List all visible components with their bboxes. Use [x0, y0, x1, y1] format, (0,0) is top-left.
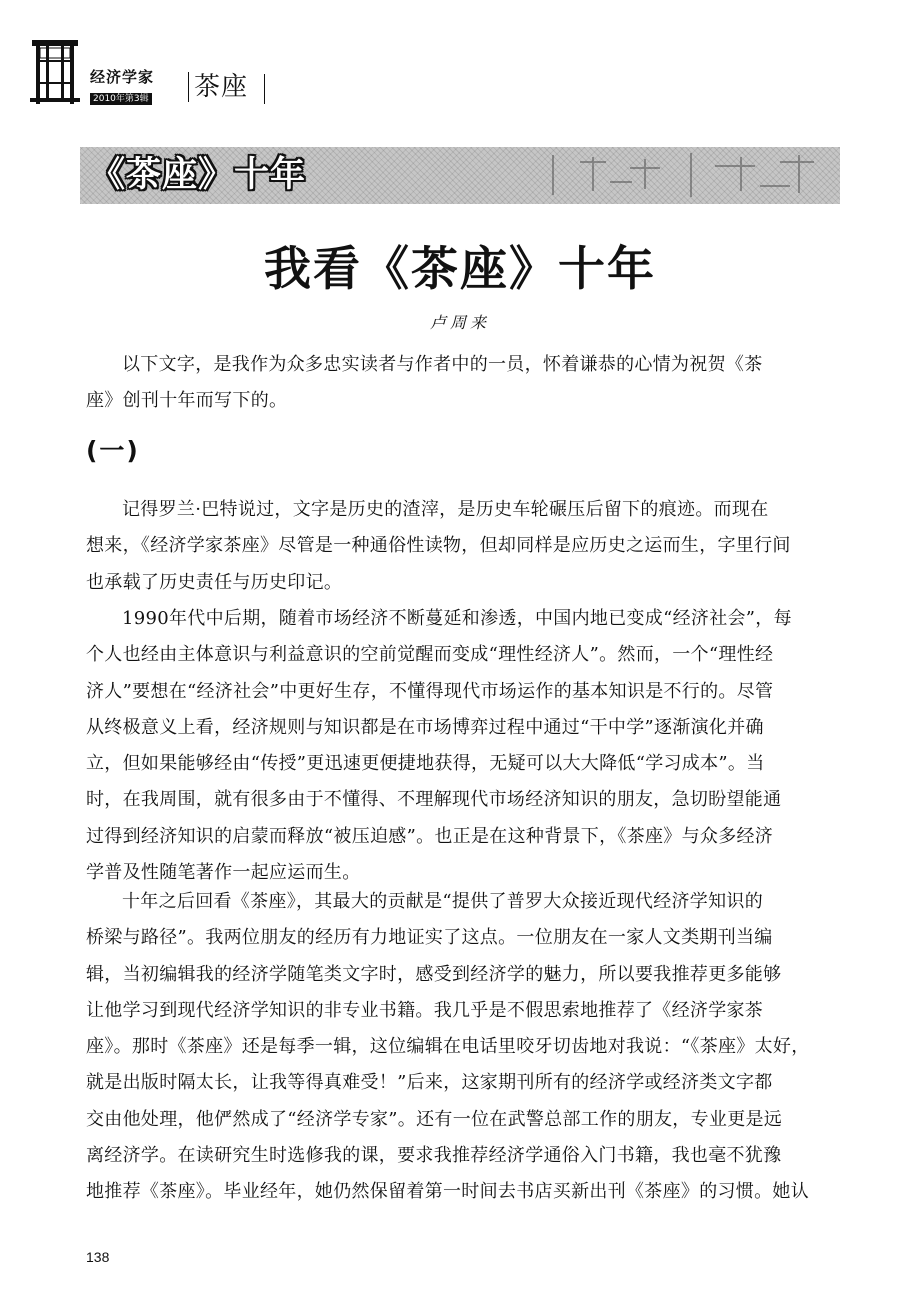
text-line: 记得罗兰·巴特说过，文字是历史的渣滓，是历史车轮碾压后留下的痕迹。而现在	[122, 499, 769, 520]
text-line: 时，在我周围，就有很多由于不懂得、不理解现代市场经济知识的朋友，急切盼望能通	[86, 789, 782, 811]
text-line: 1990年代中后期，随着市场经济不断蔓延和渗透，中国内地已变成“经济社会”，每	[122, 608, 792, 629]
text-line: 济人”要想在“经济社会”中更好生存，不懂得现代市场运作的基本知识是不行的。尽管	[86, 680, 774, 702]
text-line: 个人也经由主体意识与利益意识的空前觉醒而变成“理性经济人”。然而，一个“理性经	[86, 644, 774, 666]
banner-texture	[540, 147, 840, 204]
text-line: 让他学习到现代经济学知识的非专业书籍。我几乎是不假思索地推荐了《经济学家茶	[86, 999, 764, 1021]
text-line: 座》创刊十年而写下的。	[86, 390, 288, 412]
brand	[90, 68, 154, 105]
text-line: 从终极意义上看，经济规则与知识都是在市场博弈过程中通过“干中学”逐渐演化并确	[86, 716, 764, 738]
magazine-header	[28, 34, 268, 114]
text-line: 也承载了历史责任与历史印记。	[86, 571, 343, 593]
header-divider	[188, 72, 189, 102]
issue-badge: 2010年第3辑	[90, 93, 152, 105]
text-line: 桥梁与路径”。我两位朋友的经历有力地证实了这点。一位朋友在一家人文类期刊当编	[86, 927, 773, 949]
text-line: 学普及性随笔著作一起应运而生。	[86, 862, 361, 884]
column-banner	[80, 147, 840, 204]
text-line: 离经济学。在读研究生时选修我的课，要求我推荐经济学通俗入门书籍，我也毫不犹豫	[86, 1145, 782, 1167]
article-title: 我看《茶座》十年	[264, 242, 656, 297]
header-divider	[264, 74, 265, 104]
text-line: 交由他处理，他俨然成了“经济学专家”。还有一位在武警总部工作的朋友，专业更是远	[86, 1108, 783, 1130]
text-line: 座》。那时《茶座》还是每季一辑，这位编辑在电话里咬牙切齿地对我说：“《茶座》太好，	[86, 1036, 810, 1058]
text-line: 以下文字，是我作为众多忠实读者与作者中的一员，怀着谦恭的心情为祝贺《茶	[122, 354, 763, 375]
body-paragraph	[86, 601, 842, 891]
section-heading: (一)	[86, 436, 140, 465]
section-name: 茶座	[194, 72, 249, 102]
text-line: 地推荐《茶座》。毕业经年，她仍然保留着第一时间去书店买新出刊《茶座》的习惯。她认	[86, 1181, 809, 1203]
text-line: 想来，《经济学家茶座》尽管是一种通俗性读物，但却同样是应历史之运而生，字里行间	[86, 535, 791, 557]
text-line: 辑，当初编辑我的经济学随笔类文字时，感受到经济学的魅力，所以要我推荐更多能够	[86, 963, 782, 985]
column-title: 《茶座》十年	[90, 155, 307, 195]
page-number: 138	[86, 1249, 110, 1265]
text-line: 立，但如果能够经由“传授”更迅速更便捷地获得，无疑可以大大降低“学习成本”。当	[86, 753, 765, 775]
text-line: 就是出版时隔太长，让我等得真难受！”后来，这家期刊所有的经济学或经济类文字都	[86, 1072, 773, 1094]
tea-stool-icon	[28, 34, 86, 106]
body-paragraph	[86, 884, 842, 1211]
brand-name: 经济学家	[90, 68, 155, 86]
text-line: 十年之后回看《茶座》，其最大的贡献是“提供了普罗大众接近现代经济学知识的	[122, 891, 763, 912]
intro-paragraph	[86, 347, 842, 420]
text-line: 过得到经济知识的启蒙而释放“被压迫感”。也正是在这种背景下，《茶座》与众多经济	[86, 825, 774, 847]
body-paragraph	[86, 492, 842, 601]
article-author: 卢周来	[429, 313, 490, 332]
